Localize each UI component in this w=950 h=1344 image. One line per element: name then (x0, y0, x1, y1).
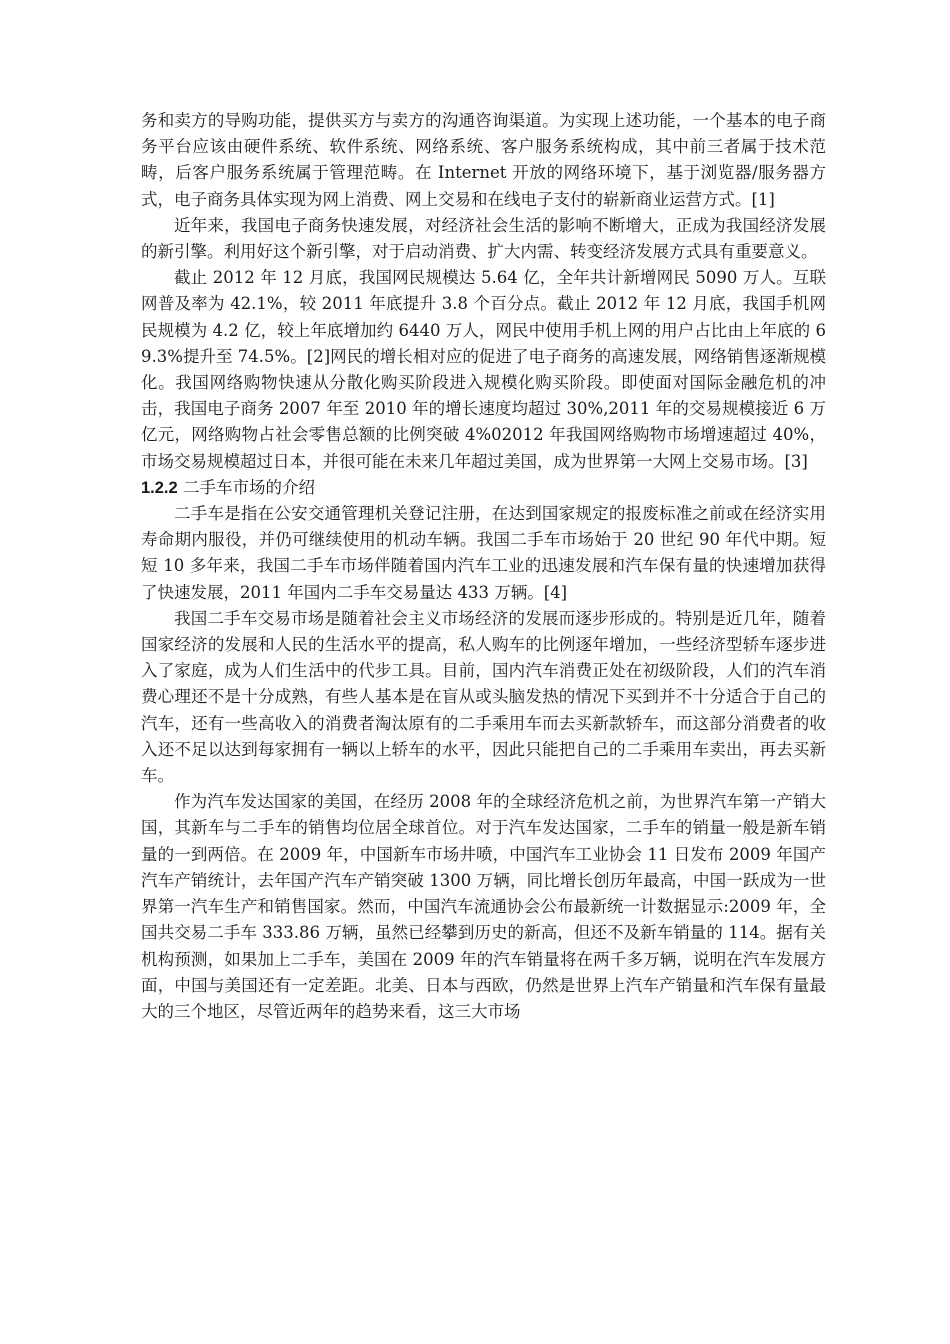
paragraph-ecommerce-growth: 近年来，我国电子商务快速发展，对经济社会生活的影响不断增大，正成为我国经济发展的新引擎。利用好这个新引擎，对于启动消费、扩大内需、转变经济发展方式具有重要意义。 (141, 215, 826, 262)
section-heading (141, 475, 826, 501)
section-title: 二手车市场的介绍 (177, 477, 315, 497)
paragraph-used-car-market-formation: 我国二手车交易市场是随着社会主义市场经济的发展而逐步形成的。特别是近几年，随着国家经济的发展和人民的生活水平的提高，私人购车的比例逐年增加，一些经济型轿车逐步进入了家庭，成为人们生活中的代步工具。目前，国内汽车消费正处在初级阶段，人们的汽车消费心理还不是十分成熟，有些人基本是在盲从或头脑发热的情况下买到并不十分适合于自己的汽车，还有一些高收入的消费者淘汰原有的二手乘用车而去买新款轿车，而这部分消费者的收入还不足以达到每家拥有一辆以上轿车的水平，因此只能把自己的二手乘用车卖出，再去买新车。 (141, 608, 826, 786)
paragraph-us-china-comparison: 作为汽车发达国家的美国，在经历 2008 年的全球经济危机之前，为世界汽车第一产销大国，其新车与二手车的销售均位居全球首位。对于汽车发达国家，二手车的销量一般是新车销量的一到两倍。在 2009 年，中国新车市场井喷，中国汽车工业协会 11 日发布 2009 年国产汽车产销统计，去年国产汽车产销突破 1300 万辆，同比增长创历年最高，中国一跃成为一世界第一汽车生产和销售国家。然而，中国汽车流通协会公布最新统一计数据显示:2009 年，全国共交易二手车 333.86 万辆，虽然已经攀到历史的新高，但还不及新车销量的 114。据有关机构预测，如果加上二手车，美国在 2009 年的汽车销量将在两千多万辆，说明在汽车发展方面，中国与美国还有一定差距。北美、日本与西欧，仍然是世界上汽车产销量和汽车保有量最大的三个地区，尽管近两年的趋势来看，这三大市场 (141, 792, 826, 1021)
paragraph-used-car-definition: 二手车是指在公安交通管理机关登记注册，在达到国家规定的报废标准之前或在经济实用寿命期内服役，并仍可继续使用的机动车辆。我国二手车市场始于 20 世纪 90 年代中期。短短 10 多年来，我国二手车市场伴随着国内汽车工业的迅速发展和汽车保有量的快速增加获得了快速发展，2011 年国内二手车交易量达 433 万辆。[4] (141, 504, 826, 602)
paragraph-ecommerce-platform: 务和卖方的导购功能，提供买方与卖方的沟通咨询渠道。为实现上述功能，一个基本的电子商务平台应该由硬件系统、软件系统、网络系统、客户服务系统构成，其中前三者属于技术范畴，后客户服务系统属于管理范畴。在 Internet 开放的网络环境下，基于浏览器/服务器方式，电子商务具体实现为网上消费、网上交易和在线电子支付的崭新商业运营方式。[1] (141, 111, 826, 209)
section-number: 1.2.2 (141, 478, 178, 497)
paragraph-internet-statistics: 截止 2012 年 12 月底，我国网民规模达 5.64 亿，全年共计新增网民 5090 万人。互联网普及率为 42.1%，较 2011 年底提升 3.8 个百分点。截止 2012 年 12 月底，我国手机网民规模为 4.2 亿，较上年底增加约 6440 万人，网民中使用手机上网的用户占比由上年底的 69.3%提升至 74.5%。[2]网民的增长相对应的促进了电子商务的高速发展，网络销售逐渐规模化。我国网络购物快速从分散化购买阶段进入规模化购买阶段。即使面对国际金融危机的冲击，我国电子商务 2007 年至 2010 年的增长速度均超过 30%,2011 年的交易规模接近 6 万亿元，网络购物占社会零售总额的比例突破 4%02012 年我国网络购物市场增速超过 40%，市场交易规模超过日本，并很可能在未来几年超过美国，成为世界第一大网上交易市场。[3] (141, 268, 826, 471)
document-body (141, 108, 826, 1025)
